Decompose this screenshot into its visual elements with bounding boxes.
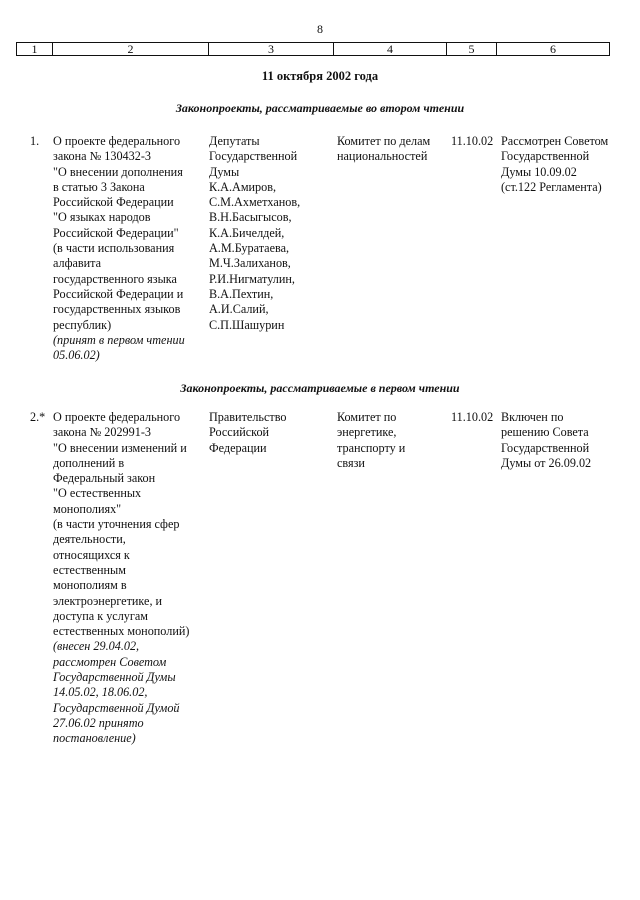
author-line: М.Ч.Залиханов, bbox=[209, 256, 291, 271]
bill-title-line: естественных монополий) bbox=[53, 624, 190, 639]
bill-title-line: в статью 3 Закона bbox=[53, 179, 145, 194]
committee-line: транспорту и bbox=[337, 440, 406, 455]
bill-title-line: О проекте федерального bbox=[53, 410, 181, 424]
bill-title-line: (в части использования bbox=[53, 241, 175, 256]
bill-title-line: монополиях" bbox=[53, 501, 122, 516]
bill-authors bbox=[209, 134, 331, 333]
bill-note-line: Государственной Думой bbox=[53, 700, 180, 715]
author-line: Российской bbox=[209, 425, 270, 440]
author-line: С.М.Ахметханов, bbox=[209, 195, 301, 210]
bill-title bbox=[53, 134, 203, 363]
bill-title-line: Российской Федерации bbox=[53, 195, 174, 210]
bill-title-line: Российской Федерации" bbox=[53, 225, 179, 240]
author-line: С.П.Шашурин bbox=[209, 317, 285, 332]
bill-title-line: доступа к услугам bbox=[53, 608, 149, 623]
column-number-6: 6 bbox=[550, 42, 556, 56]
status-line: Включен по bbox=[501, 410, 564, 424]
bill-title-line: закона № 202991-3 bbox=[53, 425, 151, 440]
status-line: Думы 10.09.02 bbox=[501, 164, 577, 179]
column-number-5: 5 bbox=[447, 43, 497, 55]
entry-number: 1. bbox=[30, 134, 40, 148]
status-line: Государственной bbox=[501, 440, 590, 455]
bill-note-line: постановление) bbox=[53, 731, 136, 746]
bill-title-line: Федеральный закон bbox=[53, 471, 156, 486]
bill-title-line: государственного языка bbox=[53, 271, 177, 286]
author-line: К.А.Бичелдей, bbox=[209, 225, 285, 240]
responsible-committee bbox=[337, 410, 447, 471]
author-line: В.Н.Басыгысов, bbox=[209, 210, 292, 225]
author-line: Р.И.Нигматулин, bbox=[209, 271, 295, 286]
bill-note-line: рассмотрен Советом bbox=[53, 654, 167, 669]
bill-title-line: О проекте федерального bbox=[53, 134, 181, 148]
bill-title-line: (в части уточнения сфер bbox=[53, 517, 180, 532]
status-line: (ст.122 Регламента) bbox=[501, 179, 602, 194]
bill-title-line: алфавита bbox=[53, 256, 102, 271]
author-line: Депутаты bbox=[209, 134, 260, 148]
committee-line: Комитет по bbox=[337, 410, 397, 424]
bill-title-line: "О внесении дополнения bbox=[53, 164, 183, 179]
bill-title-line: дополнений в bbox=[53, 455, 125, 470]
bill-title-line: "О внесении изменений и bbox=[53, 440, 187, 455]
author-line: Государственной bbox=[209, 149, 298, 164]
author-line: В.А.Пехтин, bbox=[209, 286, 274, 301]
bill-title-line: "О естественных bbox=[53, 486, 142, 501]
bill-title-line: республик) bbox=[53, 317, 112, 332]
author-line: А.М.Буратаева, bbox=[209, 241, 290, 256]
column-number-3: 3 bbox=[209, 43, 334, 55]
date-heading: 11 октября 2002 года bbox=[261, 69, 379, 83]
bill-title-line: относящихся к bbox=[53, 547, 130, 562]
bill-note-line: (внесен 29.04.02, bbox=[53, 639, 140, 654]
bill-note-line: 27.06.02 принято bbox=[53, 715, 144, 730]
bill-note-line: (принят в первом чтении bbox=[53, 332, 185, 347]
committee-line: связи bbox=[337, 455, 365, 470]
consideration-date: 11.10.02 bbox=[451, 410, 494, 424]
author-line: К.А.Амиров, bbox=[209, 179, 277, 194]
bill-authors bbox=[209, 410, 331, 456]
bill-title-line: Российской Федерации и bbox=[53, 286, 184, 301]
bill-status bbox=[501, 410, 626, 471]
responsible-committee bbox=[337, 134, 447, 165]
author-line: Думы bbox=[209, 164, 240, 179]
bill-title-line: "О языках народов bbox=[53, 210, 151, 225]
author-line: Правительство bbox=[209, 410, 287, 424]
bill-title bbox=[53, 410, 203, 747]
bill-note-line: 05.06.02) bbox=[53, 348, 100, 363]
bill-title-line: естественным bbox=[53, 562, 126, 577]
committee-line: Комитет по делам bbox=[337, 134, 431, 148]
consideration-date: 11.10.02 bbox=[451, 134, 494, 148]
bill-note-line: Государственной Думы bbox=[53, 670, 176, 685]
column-number-4: 4 bbox=[334, 43, 447, 55]
column-number-1: 1 bbox=[17, 43, 53, 55]
section-heading-first-reading: Законопроекты, рассматриваемые в первом чтении bbox=[180, 381, 460, 395]
bill-title-line: электроэнергетике, и bbox=[53, 593, 163, 608]
status-line: Рассмотрен Советом bbox=[501, 134, 609, 148]
bill-title-line: закона № 130432-3 bbox=[53, 149, 151, 164]
author-line: А.И.Салий, bbox=[209, 302, 269, 317]
bill-title-line: деятельности, bbox=[53, 532, 126, 547]
bill-title-line: монополиям в bbox=[53, 578, 127, 593]
column-number-2: 2 bbox=[53, 43, 209, 55]
committee-line: национальностей bbox=[337, 149, 428, 164]
committee-line: энергетике, bbox=[337, 425, 397, 440]
column-number-header bbox=[16, 42, 610, 56]
author-line: Федерации bbox=[209, 440, 267, 455]
section-heading-second-reading: Законопроекты, рассматриваемые во втором чтении bbox=[175, 101, 465, 115]
bill-status bbox=[501, 134, 626, 195]
status-line: Государственной bbox=[501, 149, 590, 164]
bill-title-line: государственных языков bbox=[53, 302, 181, 317]
status-line: решению Совета bbox=[501, 425, 589, 440]
bill-note-line: 14.05.02, 18.06.02, bbox=[53, 685, 148, 700]
page-number: 8 bbox=[317, 22, 323, 36]
status-line: Думы от 26.09.02 bbox=[501, 455, 592, 470]
entry-number: 2.* bbox=[30, 410, 46, 424]
